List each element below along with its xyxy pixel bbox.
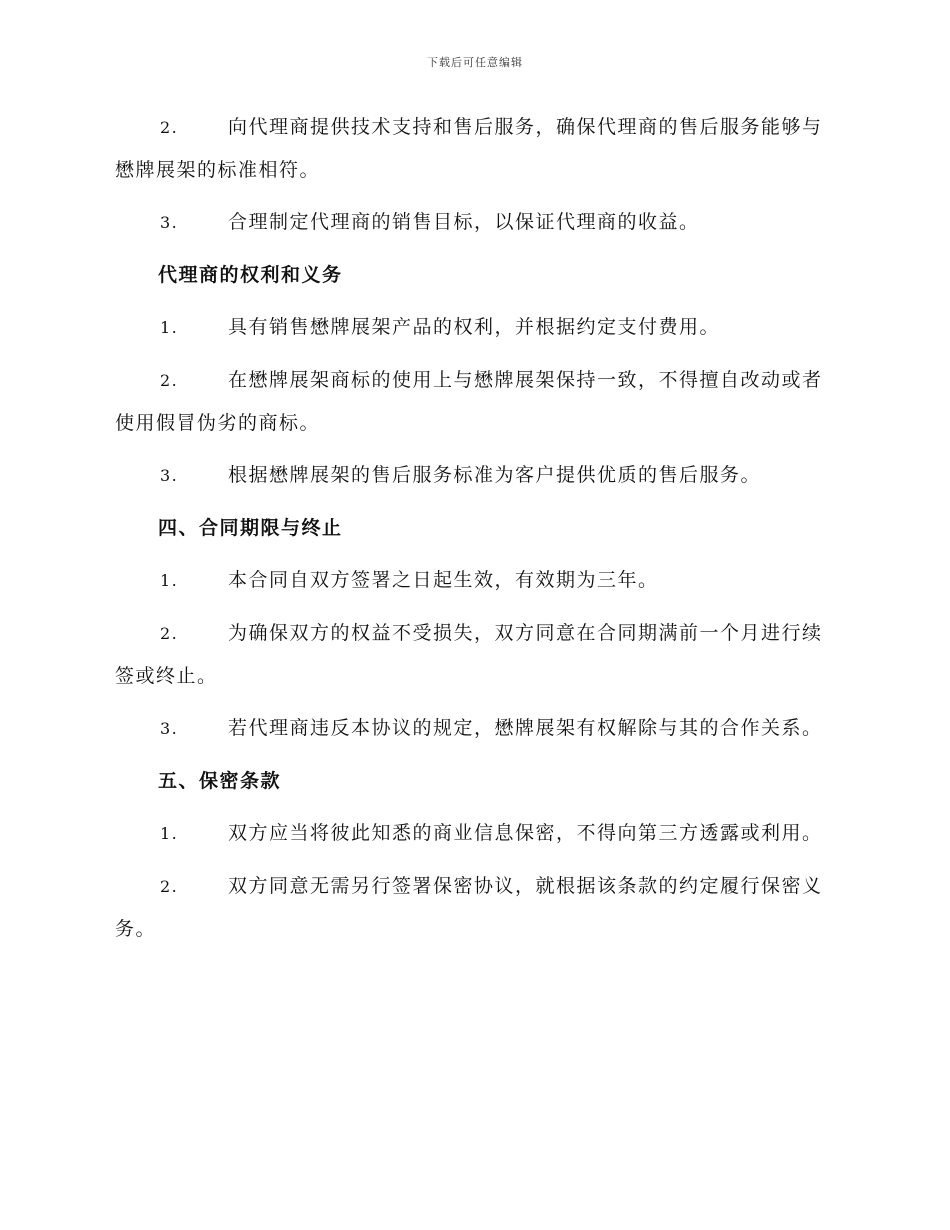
item-text: 在懋牌展架商标的使用上与懋牌展架保持一致，不得擅自改动或者使用假冒伪劣的商标。 <box>115 369 823 434</box>
item-text: 若代理商违反本协议的规定，懋牌展架有权解除与其的合作关系。 <box>228 717 823 739</box>
list-item <box>115 559 840 602</box>
list-item <box>115 359 840 444</box>
list-item <box>115 812 840 855</box>
list-item <box>115 865 840 950</box>
item-number: 2. <box>160 371 179 390</box>
list-item <box>115 612 840 697</box>
item-text: 具有销售懋牌展架产品的权利，并根据约定支付费用。 <box>228 316 721 338</box>
header-note: 下载后可任意编辑 <box>427 56 523 69</box>
item-number: 3. <box>160 466 179 485</box>
item-number: 3. <box>160 719 179 738</box>
item-number: 3. <box>160 213 179 232</box>
item-number: 2. <box>160 624 179 643</box>
list-item <box>115 707 840 750</box>
section-heading: 五、保密条款 <box>158 770 282 792</box>
document-body <box>115 106 840 960</box>
list-item <box>115 306 840 349</box>
item-text: 根据懋牌展架的售后服务标准为客户提供优质的售后服务。 <box>228 464 762 486</box>
list-item <box>115 201 840 244</box>
section-heading: 四、合同期限与终止 <box>158 517 343 539</box>
list-item <box>115 454 840 497</box>
item-text: 向代理商提供技术支持和售后服务，确保代理商的售后服务能够与懋牌展架的标准相符。 <box>115 116 823 181</box>
item-number: 1. <box>160 824 179 843</box>
item-text: 合理制定代理商的销售目标，以保证代理商的收益。 <box>228 211 700 233</box>
item-text: 双方同意无需另行签署保密协议，就根据该条款的约定履行保密义务。 <box>115 875 823 940</box>
item-text: 双方应当将彼此知悉的商业信息保密，不得向第三方透露或利用。 <box>228 822 823 844</box>
item-number: 2. <box>160 118 179 137</box>
item-text: 为确保双方的权益不受损失，双方同意在合同期满前一个月进行续签或终止。 <box>115 622 823 687</box>
section-heading: 代理商的权利和义务 <box>158 264 343 286</box>
item-number: 1. <box>160 318 179 337</box>
item-text: 本合同自双方签署之日起生效，有效期为三年。 <box>228 569 659 591</box>
item-number: 2. <box>160 877 179 896</box>
list-item <box>115 106 840 191</box>
item-number: 1. <box>160 571 179 590</box>
